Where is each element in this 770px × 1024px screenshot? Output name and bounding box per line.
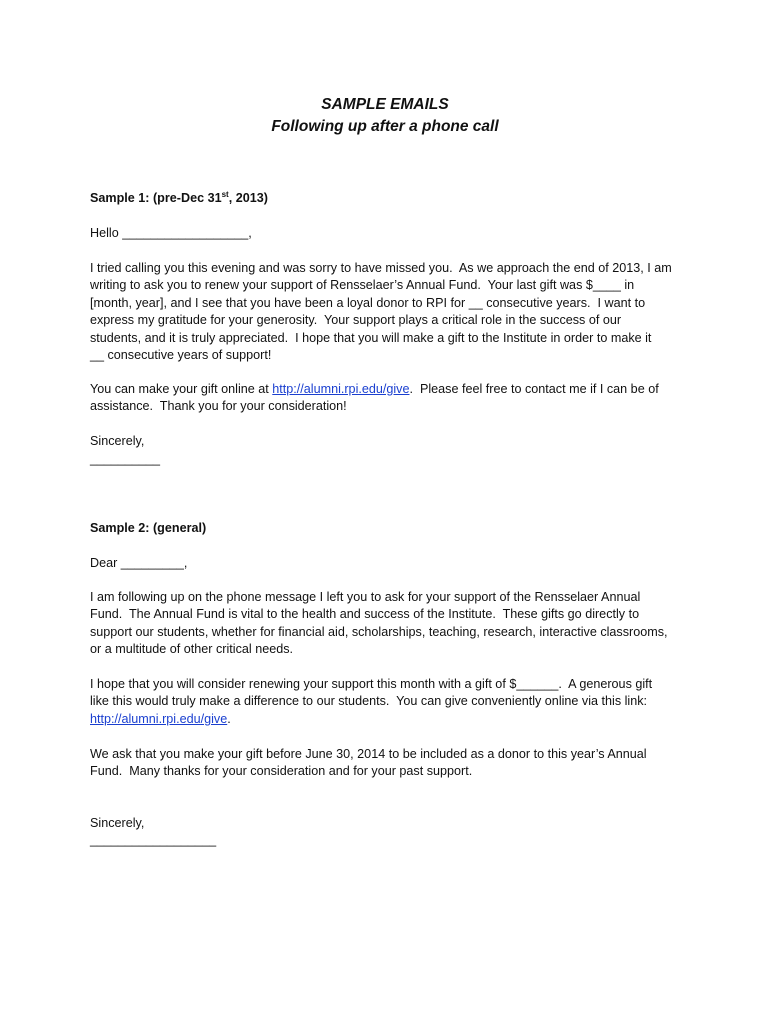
text-line: I hope that you will consider renewing your support this month with a gift of $______. A generous gift — [90, 677, 653, 691]
sample2-greeting: Dear _________, — [90, 556, 188, 570]
sample2-paragraph-2 — [90, 676, 690, 728]
give-online-link[interactable]: http://alumni.rpi.edu/give — [272, 382, 410, 396]
text-line: I tried calling you this evening and was sorry to have missed you. As we approach the end of 2013, I am — [90, 261, 672, 275]
sample2-closing: Sincerely, — [90, 816, 145, 830]
text-line: support our students, whether for financial aid, scholarships, teaching, research, interactive classrooms, — [90, 624, 668, 639]
sample1-paragraph-2 — [90, 381, 690, 416]
give-online-link[interactable]: http://alumni.rpi.edu/give — [90, 711, 228, 726]
text-line: Fund. Many thanks for your consideration and for your past support. — [90, 764, 473, 779]
text-line: I am following up on the phone message I left you to ask for your support of the Rensselaer Annual — [90, 590, 641, 604]
document-title: SAMPLE EMAILS — [321, 96, 449, 113]
text-line: assistance. Thank you for your consideration! — [90, 399, 347, 414]
text-line: students, and it is truly appreciated. I hope that you will make a gift to the Institute in order to make it — [90, 330, 652, 345]
sample2-paragraph-3 — [90, 746, 690, 781]
text-line: express my gratitude for your generosity. Your support plays a critical role in the success of our — [90, 313, 622, 328]
sample1-closing: Sincerely, — [90, 434, 145, 448]
text-line: You can make your gift online at http://alumni.rpi.edu/give. Please feel free to contact me if I can be of — [90, 382, 659, 396]
text-line: [month, year], and I see that you have been a loyal donor to RPI for __ consecutive years. I want to — [90, 295, 646, 310]
text-line: Fund. The Annual Fund is vital to the health and success of the Institute. These gifts go directly to — [90, 607, 640, 622]
text-line: We ask that you make your gift before June 30, 2014 to be included as a donor to this year’s Annual — [90, 747, 647, 761]
text-line: like this would truly make a difference to our students. You can give conveniently online via this link: — [90, 694, 648, 709]
text-line: or a multitude of other critical needs. — [90, 642, 294, 657]
text-line: writing to ask you to renew your support of Rensselaer’s Annual Fund. Your last gift was $____ in — [90, 278, 635, 293]
text-line: http://alumni.rpi.edu/give. — [90, 711, 231, 726]
sample1-heading: Sample 1: (pre-Dec 31st, 2013) — [90, 189, 268, 205]
document-subtitle: Following up after a phone call — [271, 118, 499, 135]
sample1-greeting: Hello __________________, — [90, 226, 252, 240]
sample1-signature-line: __________ — [90, 452, 161, 466]
sample2-paragraph-1 — [90, 589, 690, 659]
sample2-heading: Sample 2: (general) — [90, 521, 207, 535]
text-line: __ consecutive years of support! — [90, 348, 272, 363]
sample2-signature-line: __________________ — [90, 833, 217, 847]
sample1-paragraph-1 — [90, 260, 690, 364]
